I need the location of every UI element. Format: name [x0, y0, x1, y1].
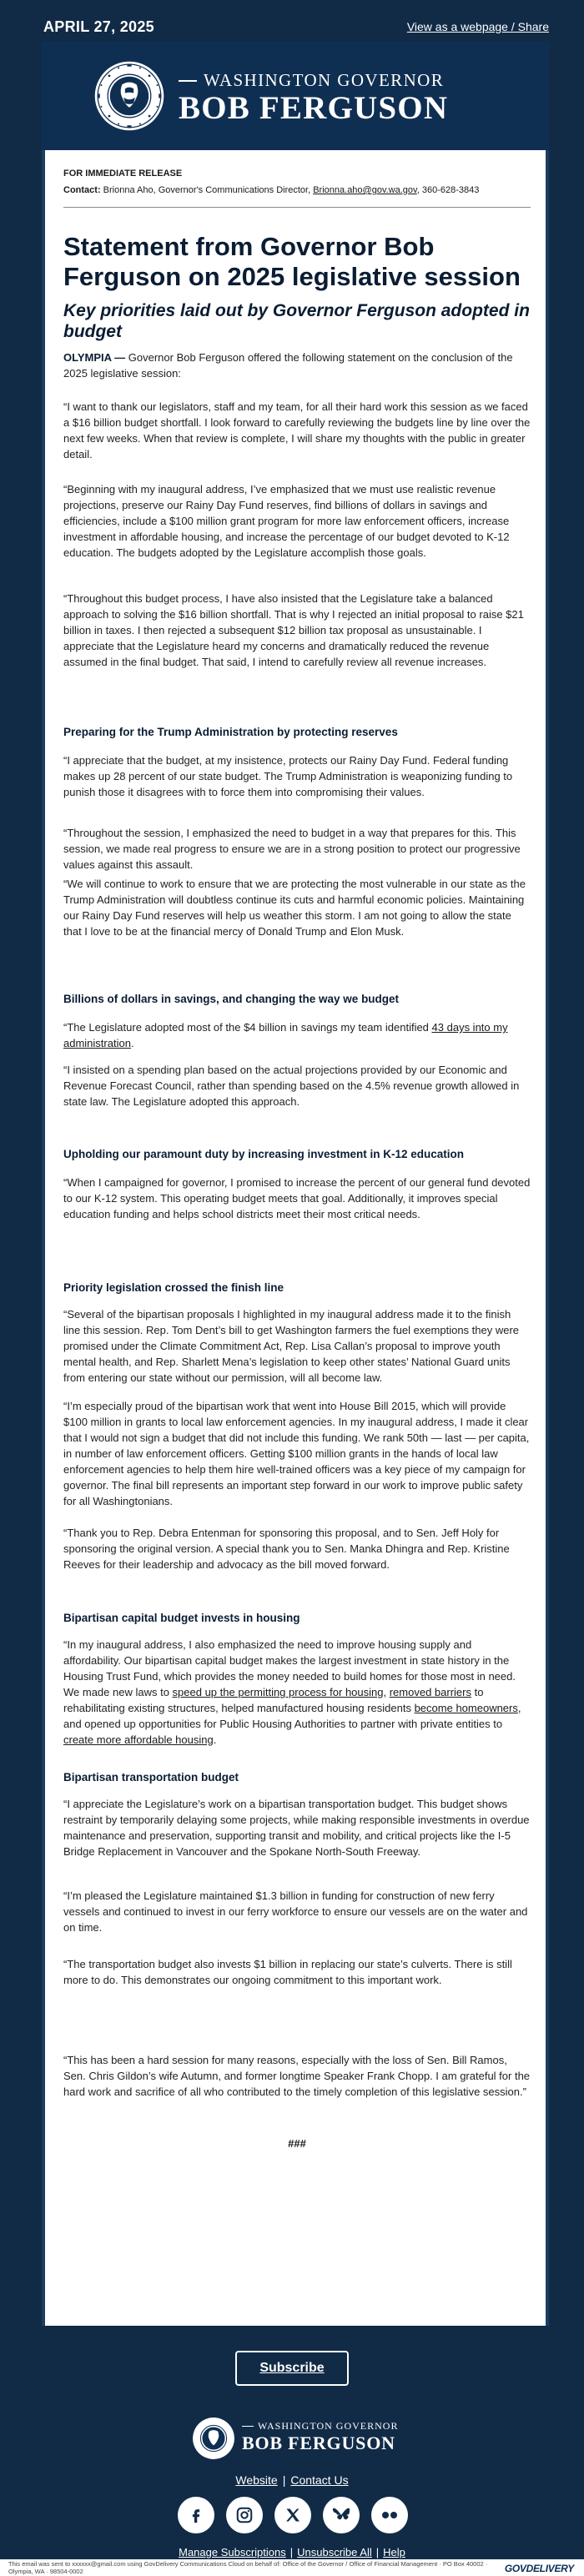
link-separator: | [282, 2473, 286, 2487]
header-line-2: BOB FERGUSON [179, 90, 449, 126]
section-heading-savings: Billions of dollars in savings, and changing the way we budget [63, 993, 400, 1005]
paragraph-13-text-b: , [383, 1686, 390, 1698]
paragraph-2: “Beginning with my inaugural address, I’ve emphasized that we must use realistic revenue projections, preserve our Rainy Day Fund reserves, find billions of dollars in savings and efficiencies, include a $100 million grant program for more law enforcement officers, increase investment in affordable housing, and increase the percentage of our budget devoted to K-12 education. The budgets adopted by the Legislature accomplish those goals. [63, 483, 510, 559]
paragraph-3: “Throughout this budget process, I have also insisted that the Legislature take a balanced approach to solving the $16 billion shortfall. That is why I rejected an initial proposal to raise $21 billion in taxes. I then rejected a subsequent $12 billion tax proposal as unsustainable. I appreciate that the Legislature heard my concerns and dramatically reduced the revenue assumed in the final budget. That said, I intend to carefully review all revenue increases. [63, 592, 524, 668]
unsubscribe-all-link[interactable]: Unsubscribe All [297, 2546, 372, 2558]
flickr-icon[interactable] [371, 2497, 408, 2533]
section-heading-transportation: Bipartisan transportation budget [63, 1771, 239, 1784]
paragraph-16: “The transportation budget also invests $1 billion in replacing our state’s culverts. There is still more to do. This demonstrates our ongoing commitment to this important work. [63, 1958, 512, 1986]
paragraph-7-end: . [130, 1037, 134, 1049]
paragraph-1: “I want to thank our legislators, staff and my team, for all their hard work this session as we faced a $16 billion budget shortfall. I look forward to carefully reviewing the budgets line by line over the next few weeks. When that review is complete, I will share my thoughts with the public in greater detail. [63, 400, 531, 460]
contact-line [63, 185, 479, 195]
footer-title [242, 2420, 398, 2454]
washington-state-seal-icon [93, 60, 165, 132]
contact-label: Contact: [63, 185, 101, 195]
footer-logo [192, 2413, 400, 2463]
paragraph-11: “I’m especially proud of the bipartisan work that went into House Bill 2015, which will provide $100 million in grants to local law enforcement agencies. In my inaugural address, I made it clear that I would not sign a budget that did not include this funding. We rank 50th — last — per capita, in number of law enforcement officers. Getting $100 million grants in the hands of local law enforcement agencies to help them hire well-trained officers was a key piece of my campaign for governor. The final bill represents an important step forward in our work to improve public safety for all Washingtonians. [63, 1400, 530, 1507]
release-date: APRIL 27, 2025 [43, 18, 154, 35]
paragraph-13-text-c: to rehabilitating existing structures, helped manufactured housing residents [63, 1686, 484, 1714]
email-header [42, 42, 549, 150]
intro-text: Governor Bob Ferguson offered the following statement on the conclusion of the 2025 legislative session: [63, 351, 513, 380]
paragraph-7-text: “The Legislature adopted most of the $4 billion in savings my team identified [63, 1021, 432, 1034]
divider [63, 207, 531, 208]
section-heading-priority: Priority legislation crossed the finish line [63, 1281, 284, 1294]
disclaimer-bar [0, 2559, 584, 2576]
footer-line-1: WASHINGTON GOVERNOR [258, 2420, 399, 2432]
43-days-link[interactable]: 43 days into my administration [63, 1021, 508, 1049]
footer-links [0, 2473, 584, 2487]
header-line-1: WASHINGTON GOVERNOR [204, 70, 445, 90]
paragraph-17: “This has been a hard session for many reasons, especially with the loss of Sen. Bill Ramos, Sen. Chris Gildon’s wife Autumn, and former longtime Speaker Frank Chopp. I am grateful for the hard work and sacrifice of all who contributed to the timely completion of this legislative session.” [63, 2054, 531, 2098]
paragraph-13-text-d: , and opened up opportunities for Public Housing Authorities to partner with private entities to [63, 1702, 521, 1730]
press-release-card [42, 150, 549, 2326]
immediate-release-label: FOR IMMEDIATE RELEASE [63, 169, 183, 179]
dateline: OLYMPIA — [63, 351, 126, 364]
section-heading-housing: Bipartisan capital budget invests in housing [63, 1612, 300, 1624]
contact-text: Brionna Aho, Governor's Communications Director, [100, 185, 314, 195]
view-as-webpage-link[interactable]: View as a webpage / Share [406, 20, 549, 33]
bluesky-icon[interactable] [323, 2497, 360, 2533]
subscription-links [0, 2546, 584, 2558]
social-links [178, 2497, 408, 2533]
link-separator: | [289, 2546, 294, 2558]
permitting-link[interactable]: speed up the permitting process for housing [172, 1686, 384, 1698]
paragraph-6: “We will continue to work to ensure that we are protecting the most vulnerable in our state as the Trump Administration will doubtless continue its cuts and harmful economic policies. Maintaining our Rainy Day Fund reserves will help us weather this storm. I am not going to allow the state that I love to be at the financial mercy of Donald Trump and Elon Musk. [63, 878, 526, 938]
instagram-icon[interactable] [226, 2497, 263, 2533]
paragraph-12: “Thank you to Rep. Debra Entenman for sponsoring this proposal, and to Sen. Jeff Holy for sponsoring the original version. A special thank you to Sen. Manka Dhingra and Rep. Kristine Reeves for their leadership and advocacy as the bill moved forward. [63, 1527, 510, 1571]
removed-barriers-link[interactable]: removed barriers [389, 1686, 471, 1698]
link-separator: | [375, 2546, 380, 2558]
govdelivery-logo[interactable]: GOVDELIVERY [504, 2563, 574, 2574]
paragraph-13 [63, 1637, 531, 1748]
paragraph-10: “Several of the bipartisan proposals I highlighted in my inaugural address made it to the finish line this session. Rep. Tom Dent’s bill to get Washington farmers the fuel exemptions they were promised under the Climate Commitment Act, Rep. Lisa Callan’s proposal to improve youth mental health, and Rep. Sharlett Mena’s legislation to keep other states’ National Guard units from entering our state without our permission, will all become law. [63, 1308, 520, 1384]
contact-email-link[interactable]: Brionna.aho@gov.wa.gov [313, 185, 417, 195]
header-title [179, 70, 529, 126]
footer-line-2: BOB FERGUSON [242, 2433, 395, 2453]
section-heading-reserves: Preparing for the Trump Administration by protecting reserves [63, 726, 398, 738]
paragraph-5: “Throughout the session, I emphasized the need to budget in a way that prepares for this. This session, we made real progress to ensure we are in a strong position to protect our progressive values against this assault. [63, 827, 521, 871]
intro-paragraph [63, 350, 531, 381]
paragraph-9: “When I campaigned for governor, I promised to increase the percent of our general fund devoted to our K-12 system. This operating budget meets that goal. Additionally, it improves special education funding and helps school districts meet their most critical needs. [63, 1176, 531, 1220]
page-title: Statement from Governor Bob Ferguson on 2025 legislative session [63, 232, 521, 291]
manage-subscriptions-link[interactable]: Manage Subscriptions [179, 2546, 286, 2558]
paragraph-14: “I appreciate the Legislature’s work on a bipartisan transportation budget. This budget shows restraint by temporarily delaying some projects, while making responsible investments in overdue maintenance and preservation, supporting transit and mobility, and critical projects like the I-5 Bridge Replacement in Vancouver and the Spokane North-South Freeway. [63, 1798, 530, 1858]
affordable-housing-link[interactable]: create more affordable housing [63, 1733, 214, 1746]
paragraph-8: “I insisted on a spending plan based on the actual projections provided by our Economic and Revenue Forecast Council, rather than spending based on the 4.5% revenue growth allowed in state law. The Legislature adopted this approach. [63, 1064, 520, 1108]
paragraph-15: “I’m pleased the Legislature maintained $1.3 billion in funding for construction of new ferry vessels and continued to invest in our ferry workforce to ensure our vessels are on the water and on time. [63, 1889, 528, 1934]
paragraph-13-text-a: “In my inaugural address, I also emphasized the need to improve housing supply and affordability. Our bipartisan capital budget makes the largest investment in state history in the Housing Trust Fund, which provides the money needed to build homes for those most in need. We made new laws to [63, 1638, 516, 1698]
help-link[interactable]: Help [383, 2546, 405, 2558]
become-homeowners-link[interactable]: become homeowners [414, 1702, 518, 1714]
end-mark: ### [288, 2137, 306, 2150]
contact-us-link[interactable]: Contact Us [290, 2473, 349, 2487]
paragraph-13-text-e: . [213, 1733, 217, 1746]
footer-seal-icon [192, 2417, 235, 2460]
section-heading-k12: Upholding our paramount duty by increasing investment in K-12 education [63, 1148, 465, 1160]
website-link[interactable]: Website [235, 2473, 278, 2487]
paragraph-4: “I appreciate that the budget, at my insistence, protects our Rainy Day Fund. Federal funding makes up 28 percent of our state budget. The Trump Administration is weaponizing funding to punish those it disagrees with to force them into compromising their values. [63, 754, 513, 798]
contact-phone: , 360-628-3843 [416, 185, 480, 195]
facebook-icon[interactable] [178, 2497, 214, 2533]
disclaimer-text: This email was sent to xxxxxx@gmail.com using GovDelivery Communications Cloud on behalf of: Office of the Governor / Office of Financial Management · PO Box 40002 · Olympia, WA · 98504-0002 [8, 2560, 488, 2575]
x-icon[interactable] [274, 2497, 311, 2533]
page-subtitle: Key priorities laid out by Governor Ferguson adopted in budget [63, 301, 530, 341]
paragraph-7 [63, 1019, 531, 1051]
subscribe-button[interactable]: Subscribe [235, 2351, 349, 2386]
